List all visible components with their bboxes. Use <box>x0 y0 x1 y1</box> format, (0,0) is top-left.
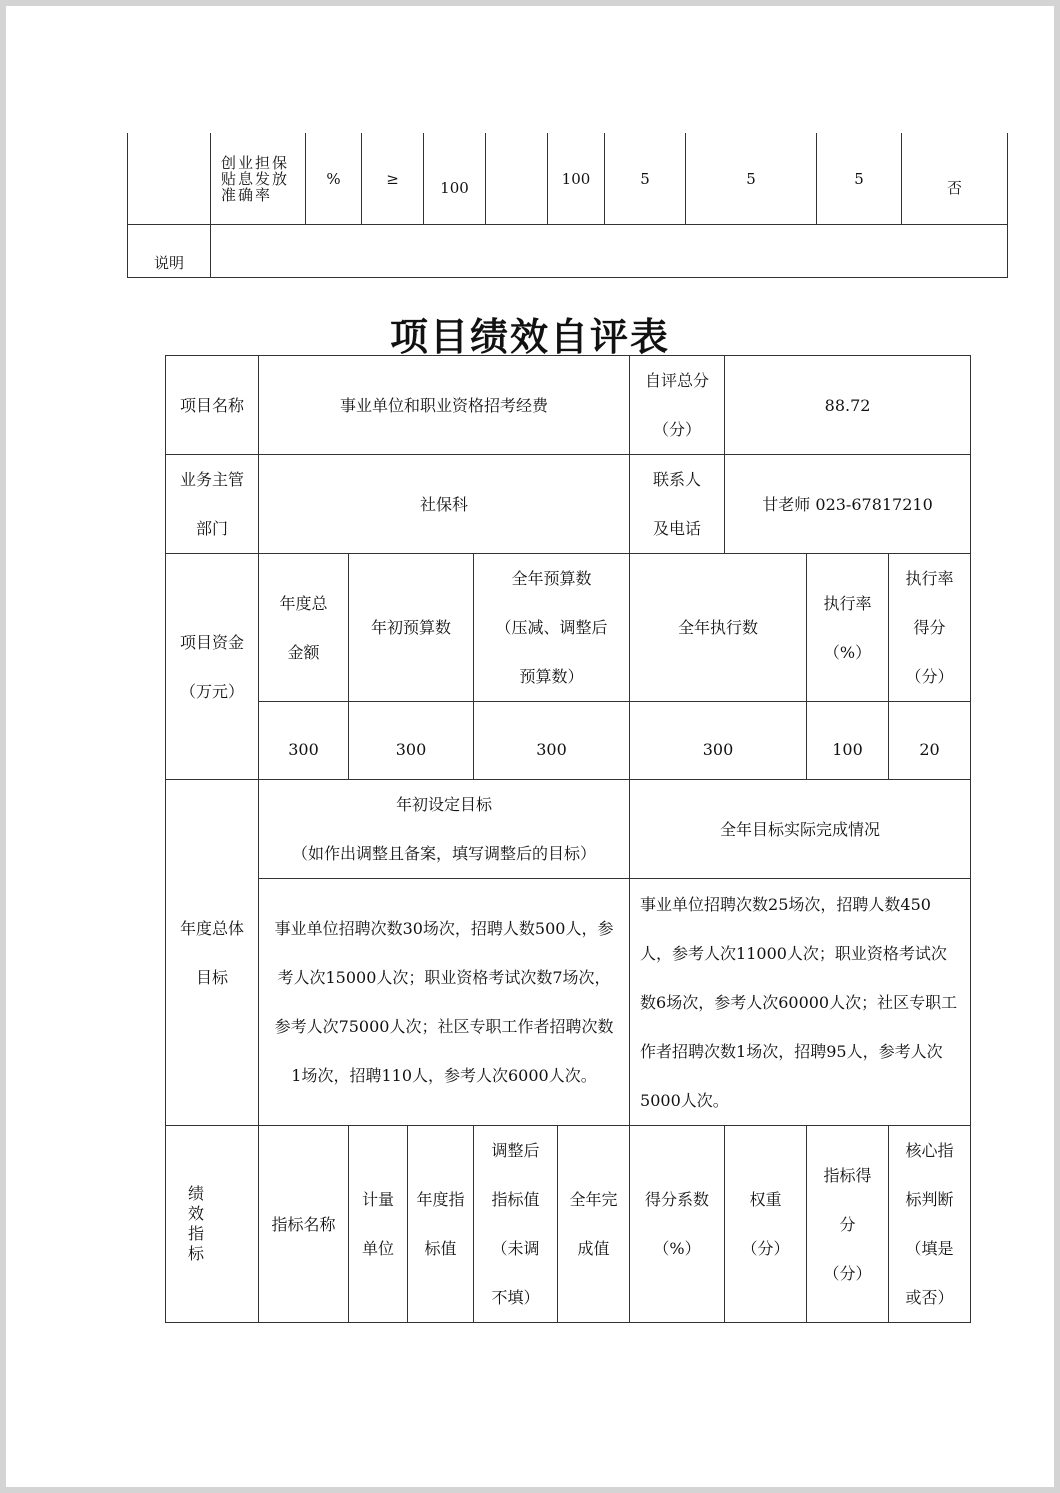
table-row <box>166 702 971 780</box>
full-year-exec-value: 300 <box>630 702 807 780</box>
table-row <box>166 879 971 1126</box>
table-row <box>166 356 971 455</box>
document-title: 项目绩效自评表 <box>389 314 670 359</box>
initial-goal-header <box>259 780 630 879</box>
core-judgement-header <box>889 1126 971 1323</box>
note-value-cell <box>211 225 1008 278</box>
header-line: 标判断 <box>905 1190 954 1209</box>
header-line: （填是 <box>905 1239 954 1258</box>
annual-value-header <box>408 1126 474 1323</box>
score-coef-header <box>630 1126 725 1323</box>
weight-cell: 5 <box>686 133 817 225</box>
table-row <box>166 455 971 554</box>
header-line: （%） <box>823 642 872 662</box>
contact-label <box>630 455 725 554</box>
header-line: 调整后 <box>491 1141 540 1160</box>
indicators-label-text: 绩效指标 <box>188 1184 205 1263</box>
operator-cell: ≥ <box>362 133 424 225</box>
department-label <box>166 455 259 554</box>
exec-rate-score-value: 20 <box>889 702 971 780</box>
adjusted-value-cell <box>486 133 548 225</box>
header-line: 分 <box>839 1214 856 1234</box>
empty-cell <box>128 133 211 225</box>
project-name-label: 项目名称 <box>166 356 259 455</box>
contact-label-line: 及电话 <box>653 519 702 538</box>
total-score-label <box>630 356 725 455</box>
annual-total-value: 300 <box>259 702 349 780</box>
header-line: 标值 <box>424 1239 457 1258</box>
contact-value: 甘老师 023-67817210 <box>725 455 971 554</box>
full-year-budget-header <box>474 554 630 702</box>
header-line: 权重 <box>749 1190 782 1209</box>
note-label-cell: 说明 <box>128 225 211 278</box>
header-line: （分） <box>823 1263 872 1283</box>
adjusted-value-header <box>474 1126 558 1323</box>
table-row <box>128 133 1008 225</box>
table-row <box>128 225 1008 278</box>
header-line: 计量 <box>361 1190 394 1209</box>
header-line: （分） <box>905 667 954 686</box>
indicator-name-header: 指标名称 <box>259 1126 349 1323</box>
header-line: （如作出调整且备案，填写调整后的目标） <box>292 844 597 863</box>
full-year-budget-value: 300 <box>474 702 630 780</box>
header-line: 全年完 <box>569 1190 618 1209</box>
header-line: 或否） <box>905 1288 954 1307</box>
exec-rate-score-header <box>889 554 971 702</box>
actual-goal-header: 全年目标实际完成情况 <box>630 780 971 879</box>
header-line: 单位 <box>361 1239 394 1258</box>
actual-value-cell: 100 <box>548 133 605 225</box>
target-value-cell: 100 <box>424 133 486 225</box>
contact-label-line: 联系人 <box>653 470 702 489</box>
table-row <box>166 1126 971 1323</box>
actual-goal-text: 事业单位招聘次数25场次，招聘人数450人，参考人次11000人次；职业资格考试次数6场次，参考人次60000人次；社区专职工作者招聘次数1场次，招聘95人，参考人次5000人次。 <box>630 879 971 1126</box>
department-label-line: 业务主管 <box>179 470 244 489</box>
header-line: 得分 <box>913 618 946 637</box>
header-line: 核心指 <box>905 1141 954 1160</box>
goals-label-line: 年度总体 <box>179 918 244 938</box>
header-line: （%） <box>653 1239 701 1258</box>
exec-rate-header <box>807 554 889 702</box>
unit-cell: % <box>306 133 362 225</box>
annual-total-header <box>259 554 349 702</box>
score-header <box>807 1126 889 1323</box>
header-line: 指标值 <box>491 1190 540 1209</box>
header-line: （分） <box>741 1239 790 1258</box>
header-line: 年度指 <box>416 1190 465 1209</box>
actual-value-header <box>558 1126 630 1323</box>
unit-header <box>349 1126 408 1323</box>
header-line: 预算数） <box>519 667 584 686</box>
header-line: 得分系数 <box>645 1190 710 1209</box>
total-score-label-line: 自评总分 <box>645 371 710 390</box>
header-line: 年度总 <box>279 593 328 613</box>
previous-indicator-table <box>127 133 1008 278</box>
score-coef-cell: 5 <box>605 133 686 225</box>
header-line: 执行率 <box>823 593 872 613</box>
performance-self-evaluation-table <box>165 355 971 1323</box>
indicator-name-cell: 创业担保贴息发放准确率 <box>211 133 306 225</box>
goals-label-line: 目标 <box>195 967 228 987</box>
funds-label <box>166 554 259 780</box>
annual-goals-label <box>166 780 259 1126</box>
initial-budget-value: 300 <box>349 702 474 780</box>
exec-rate-value: 100 <box>807 702 889 780</box>
header-line: 指标得 <box>823 1165 872 1185</box>
department-value: 社保科 <box>259 455 630 554</box>
document-page <box>6 6 1054 1487</box>
header-line: 成值 <box>577 1239 610 1258</box>
header-line: 年初设定目标 <box>396 795 493 814</box>
initial-goal-text: 事业单位招聘次数30场次，招聘人数500人，参考人次15000人次；职业资格考试次数7场次，参考人次75000人次；社区专职工作者招聘次数1场次，招聘110人，参考人次6000人次。 <box>259 879 630 1126</box>
score-cell: 5 <box>817 133 902 225</box>
weight-header <box>725 1126 807 1323</box>
header-line: 全年预算数 <box>511 569 592 588</box>
indicators-label <box>166 1126 259 1323</box>
funds-label-line: （万元） <box>179 681 244 701</box>
table-row <box>166 780 971 879</box>
header-line: 金额 <box>287 642 320 662</box>
full-year-exec-header: 全年执行数 <box>630 554 807 702</box>
header-line: 不填） <box>491 1288 540 1307</box>
core-judgement-cell: 否 <box>902 133 1008 225</box>
total-score-value: 88.72 <box>725 356 971 455</box>
header-line: （未调 <box>491 1239 540 1258</box>
total-score-label-line: （分） <box>653 420 702 439</box>
table-row <box>166 554 971 702</box>
project-name-value: 事业单位和职业资格招考经费 <box>259 356 630 455</box>
department-label-line: 部门 <box>195 519 228 538</box>
funds-label-line: 项目资金 <box>179 632 244 652</box>
header-line: （压减、调整后 <box>495 618 608 637</box>
header-line: 执行率 <box>905 569 954 588</box>
initial-budget-header: 年初预算数 <box>349 554 474 702</box>
